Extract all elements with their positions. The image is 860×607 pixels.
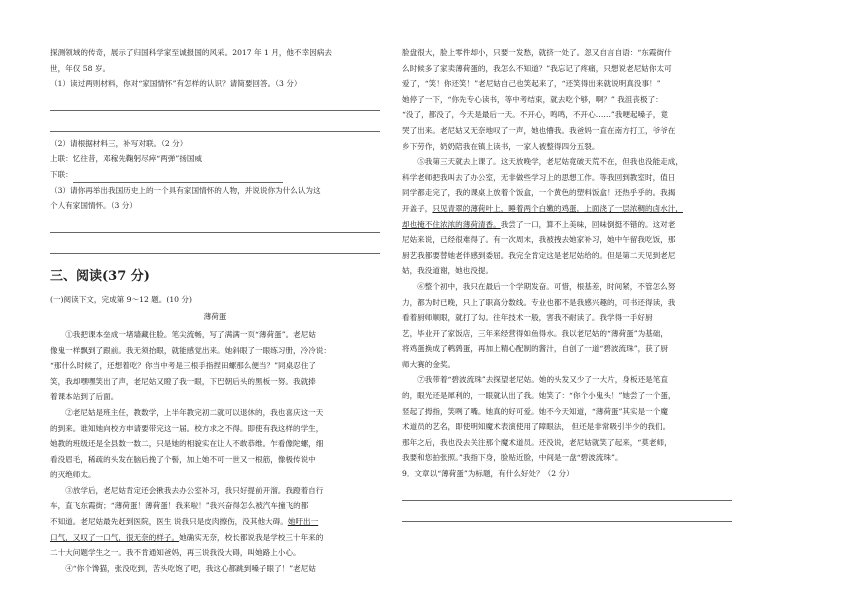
underlined-text: 只见青翠的薄荷叶上，睡着两个白嫩的鸡蛋，上面浇了一层浓稠的卤水汁， — [432, 203, 683, 213]
paragraph-5 — [402, 154, 732, 279]
para-line: 艺，毕业开了家饭店，三年来经营得如鱼得水。我以老尼姑的“薄荷蛋”为基础， — [402, 328, 668, 338]
underlined-text: 她吁出一 — [287, 517, 319, 527]
para-line — [402, 217, 732, 233]
question-2: （2）请根据材料三，补写对联。（2 分） — [50, 138, 188, 148]
para-line: 乡下劳作，奶奶陪我在镇上读书，一家人被整得四分五裂。 — [402, 141, 600, 151]
para-line: 竖起了拇指，笑咧了嘴。她真的好可爱。她不今天知道，“薄荷蛋”其实是一个魔 — [402, 406, 668, 416]
right-column — [402, 0, 732, 522]
answer-line — [50, 98, 380, 111]
para-line: 厨艺我都要替她老伴感到委屈。我完全肯定这是老尼姑给的。但是第二天见到老尼 — [402, 250, 676, 260]
para-line: ④“你个馋猫，张没吃到，苦头吃饱了吧，我这心都跳到嗓子眼了！”老尼姑 — [65, 563, 316, 573]
paragraph-2 — [50, 405, 380, 483]
para-text: 我尝了一口，算不上美味，回味倒挺不错的。这对老 — [500, 219, 676, 229]
intro-line: 探测领域的传奇，展示了归国科学家至诚报国的风采。2017 年 1 月，他不幸因病去 — [50, 48, 332, 57]
para-line: 笑，我却嘿嘿笑出了声，老尼姑又瞪了我一眼，下巴朝后头的黑板一努。我就捧 — [50, 376, 316, 386]
para-line: 爱了，“笑！你还笑！”老尼姑自己也笑起来了，“还笑得出来就说明真没事！” — [402, 79, 661, 89]
para-line: 力，都为时已晚，只上了职高分数线。专业也都不是我感兴趣的，可书还得读，我 — [402, 297, 676, 307]
answer-line — [50, 220, 380, 233]
para-line: 她教的班级还是全县数一数二，只是她的相貌实在让人不敢恭维。乍看像陀螺，细 — [50, 439, 324, 449]
para-text: 不知道。老尼姑最先赶到医院，医生 说我只是皮肉擦伤，没其他大碍。 — [50, 517, 288, 527]
answer-line — [50, 119, 380, 132]
para-line: 车，直飞东霞街；“薄荷蛋！薄荷蛋！我来啦！”我兴奋得怎么被汽车撞飞的都 — [50, 501, 309, 511]
underlined-text: 口气，又叹了一口气，很无奈的样子。 — [50, 532, 180, 542]
couplet-up: 上联：忆往昔，邓稼先鞠躬尽瘁“两弹”扬国威 — [50, 154, 203, 164]
question-3-line: （3）请你再举出我国历史上的一个具有家国情怀的人物，并说说你为什么认为这 — [50, 185, 321, 195]
para-line: 的灭绝师太。 — [50, 470, 96, 480]
para-line: 尼姑来说，已经很难得了。有一次周末，我被拽去她家补习，她中午留我吃饭，那 — [402, 235, 676, 245]
para-line: ②老尼姑是班主任，教数学，上半年教完初二就可以退休的，我也喜庆这一天 — [65, 407, 324, 417]
paragraph-3 — [50, 483, 380, 561]
para-text: 她确实无奈，校长都说我是学校三十年来的 — [179, 532, 324, 542]
couplet-down-label: 下联： — [50, 169, 73, 179]
para-line — [402, 201, 732, 217]
para-line: 姑，我没道谢，她也没提。 — [402, 266, 494, 276]
para-line: 将鸡蛋换成了鹌鹑蛋，再加上精心配制的酱汁，自创了一道“碧波流珠”，获了厨 — [402, 344, 668, 354]
question-9: 9．文章以“薄荷蛋”为标题，有什么好处？（2 分） — [402, 469, 574, 479]
para-line: 哭了出来。老尼姑又无奈地叹了一声，她也懵我。我爸妈一直在南方打工，爷爷在 — [402, 125, 676, 135]
question-3-line: 个人有家国情怀。（3 分） — [50, 201, 137, 211]
answer-line — [402, 509, 732, 522]
para-line: 看着厨师顺眼，就打了勾。往年技术一般，害我不耐读了。我学得一手好厨 — [402, 313, 653, 323]
para-line — [50, 530, 380, 546]
para-line: 那年之后，我也没去关注那个魔术道员。还没说，老尼姑就笑了起来，“莫老师， — [402, 437, 672, 447]
para-line: ③放学后，老尼姑肯定还会揪我去办公室补习，我只好提前开溜。我蹬着自行 — [65, 485, 324, 495]
para-line: 脸盘很大，脸上零件却小，只要一发愁，就挤一处了。忽又自言自语：“东霞街什 — [402, 48, 672, 57]
sub-title: (一)阅读下文，完成第 9～12 题。(10 分) — [50, 294, 192, 304]
para-line: 科学老师把我叫去了办公室，无非做些学习上的思想工作。等我回到教室时，值日 — [402, 172, 676, 182]
para-line — [50, 514, 380, 530]
paragraph-1 — [50, 327, 380, 405]
para-line: 她停了一下，“你先专心读书，等中考结束，就去吃个够，啊？” 我沮丧极了： — [402, 94, 663, 104]
para-line: 我要和您拍张照。”我指下身，脸贴近脸，中间是一盘“碧波流珠”。 — [402, 453, 623, 463]
para-line: ⑦我带着“碧波流珠”去探望老尼姑。她的头发又少了一大片，身板还是笔直 — [417, 375, 668, 385]
answer-line — [402, 488, 732, 501]
answer-line — [50, 241, 380, 254]
para-line: 师大赛的金奖。 — [402, 359, 456, 369]
story-title: 薄荷蛋 — [203, 312, 227, 322]
left-column — [50, 0, 380, 576]
section-title: 三、阅读(37 分) — [50, 268, 150, 284]
paragraph-6 — [402, 279, 732, 373]
underlined-text: 却也掩不住浓浓的薄荷清香。 — [402, 219, 501, 229]
para-line: ⑥整个初中，我只在最后一个学期发奋。可惜，根基差，时间紧，不管怎么努 — [417, 281, 676, 291]
para-line: 着课本站到了后面。 — [50, 392, 119, 402]
para-line: ①我把课本垒成一堵墙藏住脸。笔尖流畅，写了满满一页“薄荷蛋”。老尼姑 — [65, 329, 316, 339]
paragraph-4-cont — [402, 45, 732, 154]
para-line: ⑤我第三天就去上课了。这天放晚学，老尼姑竟破天荒不在，但我也没能走成， — [417, 157, 683, 167]
para-line: “那什么时候了，还想着吃？你当中考是三根手指捏田螺那么便当？”同桌忍住了 — [50, 361, 316, 371]
intro-line: 世，年仅 58 岁。 — [50, 63, 111, 73]
intro-paragraph — [50, 45, 380, 76]
couplet-blank — [73, 172, 283, 183]
para-line: 像鬼一样飘到了跟前。我无须抬眼，就能感觉出来。她斜眼了一眼练习册，冷冷说： — [50, 345, 331, 355]
couplet-down — [50, 167, 380, 183]
para-line: 的，眼光还是犀利的，一眼就认出了我。她笑了：“你个小鬼头！”她尝了一个蛋， — [402, 391, 676, 401]
para-line: 二十大问题学生之一。我不肯通知爸妈，再三说我没大碍，叫她路上小心。 — [50, 548, 301, 558]
para-line: 的到来。谁知她向校方申请要带完这一届。校方求之不得。即使有我这样的学生， — [50, 423, 324, 433]
para-line: 么时候多了家卖薄荷蛋的，我怎么不知道？”我忘记了疼痛，只想说老尼姑你太可 — [402, 63, 672, 73]
para-line: 看没眉毛，稀疏的头发在脑后挽了个髻，加上她不可一世又一根筋，像极传说中 — [50, 454, 316, 464]
para-line: 同学都走完了，我的课桌上放着个饭盒，一个黄色的塑料饭盒！还热乎乎的。我揭 — [402, 188, 676, 198]
para-line: 术道员的艺名，即使明知魔术表演使用了障眼法， 但还是非常吸引半少的我们。 — [402, 422, 671, 432]
para-text: 开盖子， — [402, 203, 433, 213]
para-line: “没了，都没了，今天是最后一天。不开心，鸣鸣，不开心……”我哽起嗓子，竟 — [402, 110, 668, 120]
question-1: （1）读过两则材料，你对“家国情怀”有怎样的认识？请简要回答。（3 分） — [50, 79, 302, 89]
paragraph-7 — [402, 372, 732, 466]
